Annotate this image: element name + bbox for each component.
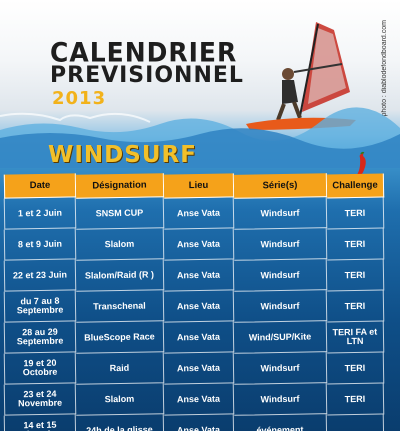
lieu-cell: Anse Vata: [164, 197, 235, 229]
challenge-cell: TERI: [327, 384, 385, 416]
table-row: [4, 229, 384, 260]
table-row: [4, 260, 384, 291]
title-line-1: CALENDRIER: [50, 37, 238, 68]
series-cell: Windsurf: [234, 197, 328, 230]
table-row: [4, 384, 384, 415]
lieu-cell: Anse Vata: [164, 259, 235, 291]
table-row: [4, 291, 384, 322]
table-row: [4, 322, 384, 353]
challenge-cell: TERI FA et LTN: [327, 322, 385, 354]
designation-cell: Slalom/Raid (R ): [76, 259, 165, 292]
title-line-2: PREVISIONNEL: [50, 63, 244, 88]
date-cell: 19 et 20 Octobre: [4, 352, 77, 384]
photo-credit: photo : diablodefondboard.com: [381, 20, 388, 117]
header-date: Date: [4, 173, 76, 198]
date-cell: 23 et 24 Novembre: [4, 383, 77, 415]
series-cell: Windsurf: [234, 228, 328, 261]
designation-cell: BlueScope Race: [76, 321, 165, 354]
series-cell: Wind/SUP/Kite: [234, 321, 328, 354]
designation-cell: Raid: [76, 352, 165, 385]
header-lieu: Lieu: [164, 173, 234, 198]
series-cell: Windsurf: [234, 352, 328, 385]
series-cell: Windsurf: [234, 259, 328, 292]
lieu-cell: Anse Vata: [164, 383, 235, 415]
header-challenge: Challenge: [327, 174, 384, 199]
header-series: Série(s): [234, 173, 327, 199]
series-cell: Windsurf: [234, 290, 328, 323]
lieu-cell: Anse Vata: [164, 352, 235, 384]
table-row: [4, 198, 384, 229]
date-cell: du 7 au 8 Septembre: [4, 290, 77, 322]
designation-cell: Slalom: [76, 228, 165, 261]
challenge-cell: TERI: [327, 260, 385, 292]
series-cell: événement: [234, 414, 328, 447]
challenge-cell: TERI: [327, 291, 385, 323]
lieu-cell: Anse Vata: [164, 321, 235, 353]
header-designation: Désignation: [76, 173, 164, 199]
date-cell: 14 et 15 Décembre: [4, 414, 77, 446]
section-title: WINDSURF: [48, 142, 197, 168]
lieu-cell: Anse Vata: [164, 290, 235, 322]
designation-cell: SNSM CUP: [76, 197, 165, 230]
challenge-cell: TERI: [327, 229, 385, 261]
designation-cell: 24h de la glisse: [76, 414, 165, 447]
table-header-row: [4, 174, 384, 198]
lieu-cell: Anse Vata: [164, 228, 235, 260]
table-row: [4, 415, 384, 446]
challenge-cell: TERI: [327, 353, 385, 385]
date-cell: 22 et 23 Juin: [4, 259, 77, 291]
designation-cell: Transchenal: [76, 290, 165, 323]
table-body: [4, 198, 384, 446]
date-cell: 28 au 29 Septembre: [4, 321, 77, 353]
table-row: [4, 353, 384, 384]
series-cell: Windsurf: [234, 383, 328, 416]
challenge-cell: TERI: [327, 198, 385, 230]
date-cell: 8 et 9 Juin: [4, 228, 77, 260]
calendar-table: [4, 174, 384, 446]
lieu-cell: Anse Vata: [164, 414, 235, 446]
title-year: 2013: [52, 88, 107, 109]
date-cell: 1 et 2 Juin: [4, 197, 77, 229]
designation-cell: Slalom: [76, 383, 165, 416]
challenge-cell: [327, 415, 385, 447]
